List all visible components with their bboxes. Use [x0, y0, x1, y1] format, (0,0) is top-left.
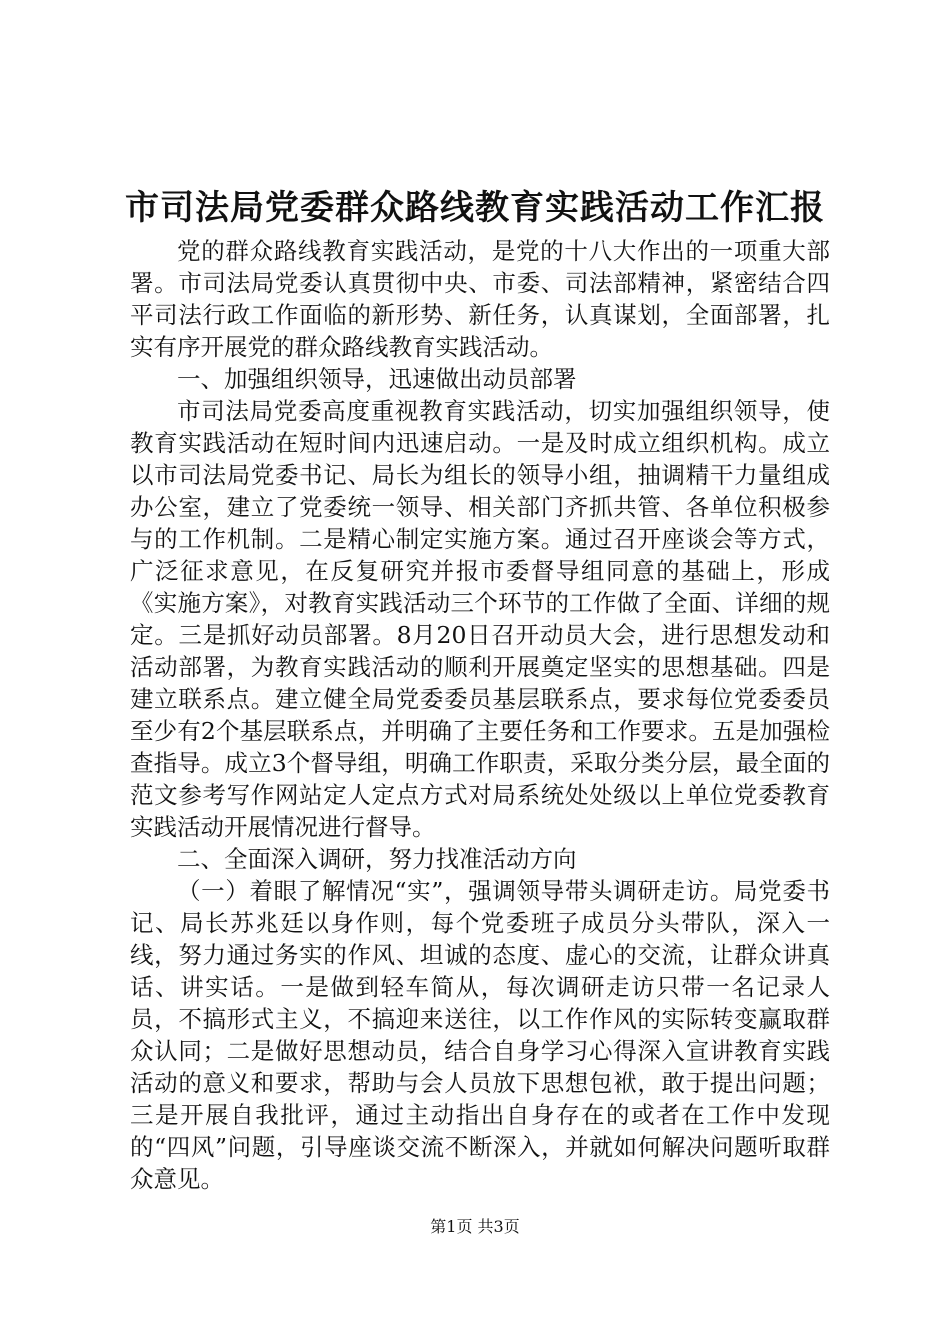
page-footer: 第1页 共3页: [430, 1217, 520, 1236]
paragraph-section-1: 市司法局党委高度重视教育实践活动，切实加强组织领导，使教育实践活动在短时间内迅速启动。一是及时成立组织机构。成立以市司法局党委书记、局长为组长的领导小组，抽调精干力量组成办公室，建立了党委统一领导、相关部门齐抓共管、各单位积极参与的工作机制。二是精心制定实施方案。通过召开座谈会等方式，广泛征求意见，在反复研究并报市委督导组同意的基础上，形成《实施方案》，对教育实践活动三个环节的工作做了全面、详细的规定。三是抓好动员部署。8月20日召开动员大会，进行思想发动和活动部署，为教育实践活动的顺利开展奠定坚实的思想基础。四是建立联系点。建立健全局党委委员基层联系点，要求每位党委委员至少有2个基层联系点，并明确了主要任务和工作要求。五是加强检查指导。成立3个督导组，明确工作职责，采取分类分层，最全面的范文参考写作网站定人定点方式对局系统处处级以上单位党委教育实践活动开展情况进行督导。: [130, 397, 830, 841]
section-heading-1: 一、加强组织领导，迅速做出动员部署: [177, 365, 577, 393]
document-title: 市司法局党委群众路线教育实践活动工作汇报: [125, 188, 825, 228]
document-body: [130, 235, 830, 1195]
paragraph-intro: 党的群众路线教育实践活动，是党的十八大作出的一项重大部署。市司法局党委认真贯彻中央、市委、司法部精神，紧密结合四平司法行政工作面临的新形势、新任务，认真谋划，全面部署，扎实有序开展党的群众路线教育实践活动。: [130, 237, 830, 361]
section-heading-2: 二、全面深入调研，努力找准活动方向: [177, 845, 577, 873]
paragraph-section-2-1: （一）着眼了解情况“实”，强调领导带头调研走访。局党委书记、局长苏兆廷以身作则，每个党委班子成员分头带队，深入一线，努力通过务实的作风、坦诚的态度、虚心的交流，让群众讲真话、讲实话。一是做到轻车简从，每次调研走访只带一名记录人员，不搞形式主义，不搞迎来送往，以工作作风的实际转变赢取群众认同；二是做好思想动员，结合自身学习心得深入宣讲教育实践活动的意义和要求，帮助与会人员放下思想包袱，敢于提出问题；三是开展自我批评，通过主动指出自身存在的或者在工作中发现的“四风”问题，引导座谈交流不断深入，并就如何解决问题听取群众意见。: [130, 877, 830, 1193]
